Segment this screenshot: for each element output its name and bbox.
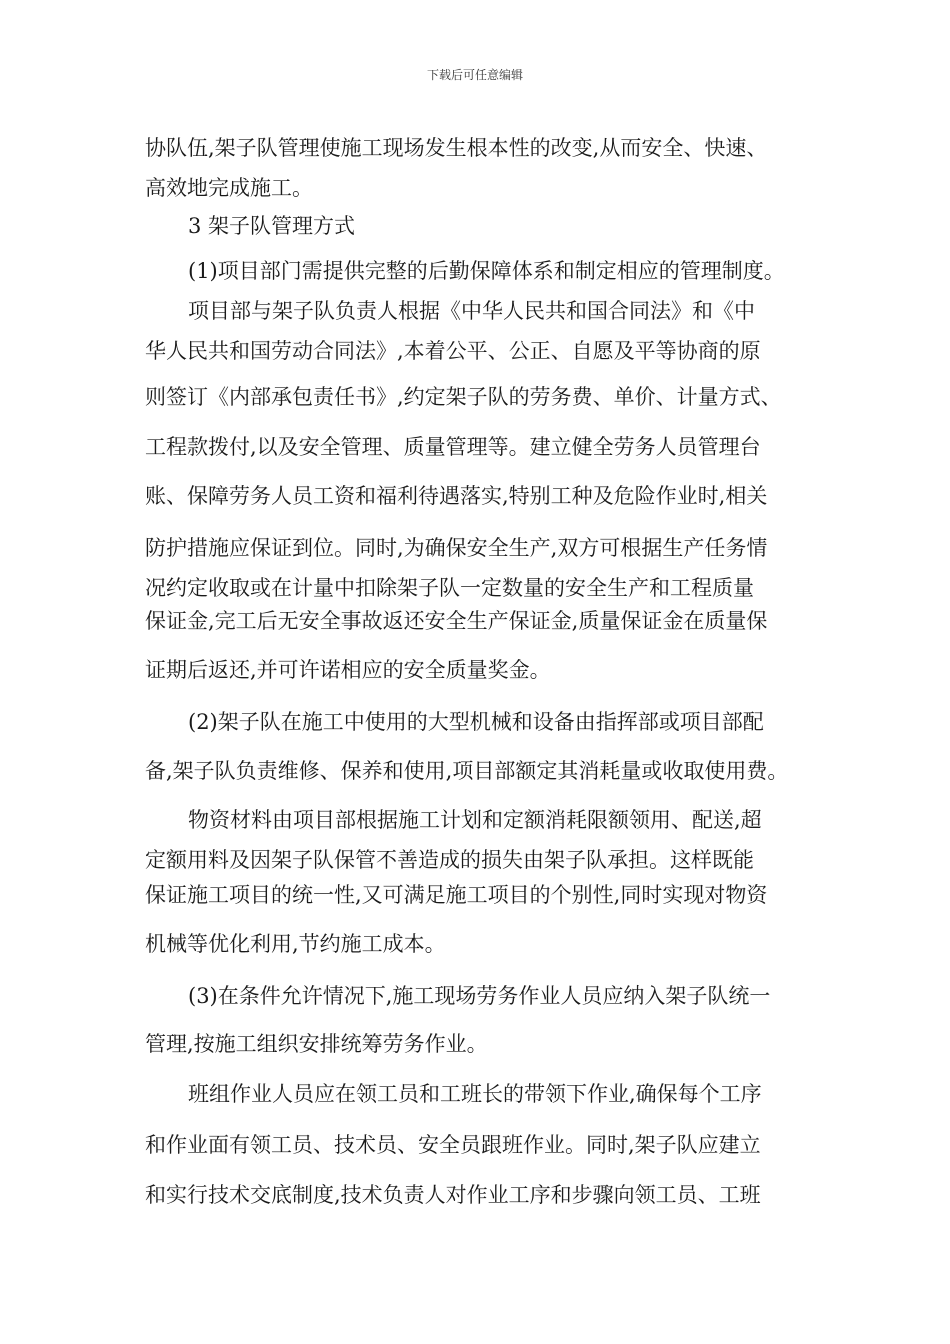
text-line: 保证金,完工后无安全事故返还安全生产保证金,质量保证金在质量保 <box>145 609 768 633</box>
text-line: 则签订《内部承包责任书》,约定架子队的劳务费、单价、计量方式、 <box>145 385 782 409</box>
section-heading: 3 架子队管理方式 <box>188 214 356 238</box>
text-line: 证期后返还,并可许诺相应的安全质量奖金。 <box>145 658 551 682</box>
text-line: 华人民共和国劳动合同法》,本着公平、公正、自愿及平等协商的原 <box>145 339 761 363</box>
text-line: (2)架子队在施工中使用的大型机械和设备由指挥部或项目部配 <box>188 710 764 734</box>
text-line: 定额用料及因架子队保管不善造成的损失由架子队承担。这样既能 <box>145 848 754 872</box>
page-header: 下载后可任意编辑 <box>426 68 523 82</box>
text-line: 和实行技术交底制度,技术负责人对作业工序和步骤向领工员、工班 <box>145 1183 761 1207</box>
text-line: 协队伍,架子队管理使施工现场发生根本性的改变,从而安全、快速、 <box>145 136 768 160</box>
text-line: 保证施工项目的统一性,又可满足施工项目的个别性,同时实现对物资 <box>145 883 768 907</box>
text-line: 备,架子队负责维修、保养和使用,项目部额定其消耗量或收取使用费。 <box>145 759 789 783</box>
text-line: 班组作业人员应在领工员和工班长的带领下作业,确保每个工序 <box>188 1082 762 1106</box>
text-line: 高效地完成施工。 <box>145 176 313 200</box>
text-line: 和作业面有领工员、技术员、安全员跟班作业。同时,架子队应建立 <box>145 1133 761 1157</box>
text-line: 防护措施应保证到位。同时,为确保安全生产,双方可根据生产任务情 <box>145 536 768 560</box>
text-line: 工程款拨付,以及安全管理、质量管理等。建立健全劳务人员管理台 <box>145 435 761 459</box>
text-line: 机械等优化利用,节约施工成本。 <box>145 932 446 956</box>
text-line: 账、保障劳务人员工资和福利待遇落实,特别工种及危险作业时,相关 <box>145 484 768 508</box>
text-line: 项目部与架子队负责人根据《中华人民共和国合同法》和《中 <box>188 299 755 323</box>
text-line: 物资材料由项目部根据施工计划和定额消耗限额领用、配送,超 <box>188 808 762 832</box>
text-line: 管理,按施工组织安排统筹劳务作业。 <box>145 1032 488 1056</box>
text-line: (3)在条件允许情况下,施工现场劳务作业人员应纳入架子队统一 <box>188 984 771 1008</box>
text-line: 况约定收取或在计量中扣除架子队一定数量的安全生产和工程质量 <box>145 576 754 600</box>
text-line: (1)项目部门需提供完整的后勤保障体系和制定相应的管理制度。 <box>188 259 785 283</box>
